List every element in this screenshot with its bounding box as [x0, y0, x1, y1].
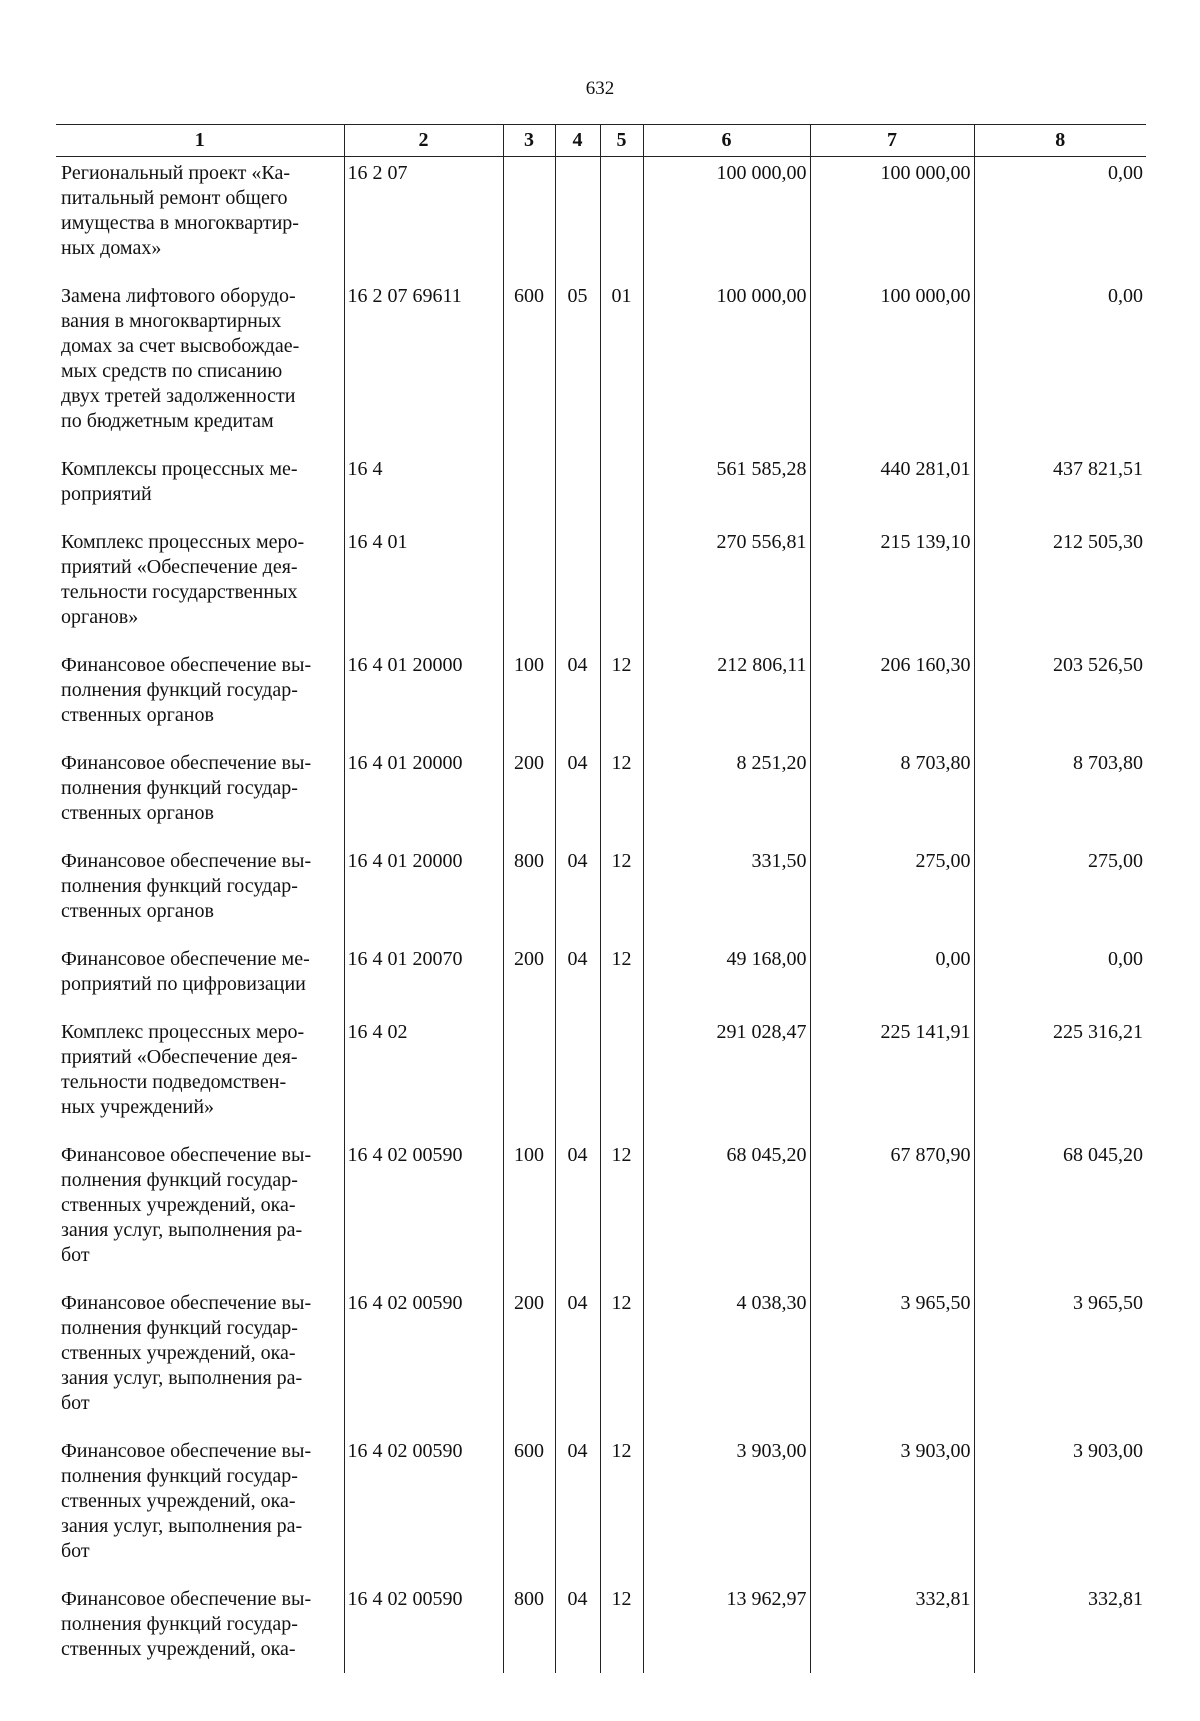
- row-subsection: [600, 526, 643, 649]
- row-subsection: 12: [600, 845, 643, 943]
- row-name-line: органов»: [61, 606, 139, 628]
- row-section: [555, 526, 600, 649]
- table-row: [56, 1139, 1146, 1287]
- row-name: [56, 157, 344, 281]
- row-name-line: полнения функций государ-: [61, 777, 298, 799]
- header-col-3: 3: [503, 125, 555, 157]
- row-name: [56, 649, 344, 747]
- row-value-col8: 437 821,51: [974, 453, 1146, 526]
- row-name-line: полнения функций государ-: [61, 875, 298, 897]
- table-row: [56, 649, 1146, 747]
- row-code: 16 4 02 00590: [344, 1139, 503, 1287]
- row-name: [56, 280, 344, 453]
- row-name-line: Региональный проект «Ка-: [61, 162, 290, 184]
- row-name-line: роприятий по цифровизации: [61, 973, 306, 995]
- header-col-8: 8: [974, 125, 1146, 157]
- row-expense-type: [503, 526, 555, 649]
- row-value-col7: 3 965,50: [810, 1287, 974, 1435]
- header-row: [56, 125, 1146, 157]
- row-value-col6: 100 000,00: [643, 157, 810, 281]
- header-col-1: 1: [56, 125, 344, 157]
- row-name-line: приятий «Обеспечение дея-: [61, 556, 298, 578]
- row-expense-type: 200: [503, 747, 555, 845]
- row-name-line: Финансовое обеспечение ме-: [61, 948, 310, 970]
- row-code: 16 4 02 00590: [344, 1287, 503, 1435]
- row-name: [56, 1583, 344, 1673]
- row-name-line: тельности государственных: [61, 581, 298, 603]
- row-value-col7: 67 870,90: [810, 1139, 974, 1287]
- page-number: 632: [585, 78, 615, 99]
- row-name-line: Финансовое обеспечение вы-: [61, 752, 312, 774]
- table-row: [56, 280, 1146, 453]
- row-name-line: двух третей задолженности: [61, 385, 296, 407]
- row-value-col8: 225 316,21: [974, 1016, 1146, 1139]
- row-value-col6: 4 038,30: [643, 1287, 810, 1435]
- row-value-col8: 3 965,50: [974, 1287, 1146, 1435]
- row-name-line: питальный ремонт общего: [61, 187, 288, 209]
- table-row: [56, 1583, 1146, 1673]
- row-name: [56, 526, 344, 649]
- row-name-line: бот: [61, 1540, 90, 1562]
- row-value-col7: 100 000,00: [810, 157, 974, 281]
- row-value-col8: 332,81: [974, 1583, 1146, 1673]
- row-value-col8: 68 045,20: [974, 1139, 1146, 1287]
- row-subsection: [600, 1016, 643, 1139]
- row-subsection: [600, 453, 643, 526]
- row-value-col6: 3 903,00: [643, 1435, 810, 1583]
- row-expense-type: 600: [503, 280, 555, 453]
- row-expense-type: [503, 453, 555, 526]
- row-subsection: 12: [600, 1435, 643, 1583]
- row-expense-type: 100: [503, 1139, 555, 1287]
- row-name-line: полнения функций государ-: [61, 1317, 298, 1339]
- row-value-col6: 291 028,47: [643, 1016, 810, 1139]
- row-value-col8: 203 526,50: [974, 649, 1146, 747]
- row-value-col6: 49 168,00: [643, 943, 810, 1016]
- row-section: 04: [555, 1583, 600, 1673]
- row-section: [555, 1016, 600, 1139]
- row-name-line: тельности подведомствен-: [61, 1071, 287, 1093]
- row-name-line: мых средств по списанию: [61, 360, 283, 382]
- row-name-line: Замена лифтового оборудо-: [61, 285, 296, 307]
- row-subsection: 12: [600, 1583, 643, 1673]
- row-value-col6: 100 000,00: [643, 280, 810, 453]
- row-subsection: 12: [600, 943, 643, 1016]
- table-row: [56, 157, 1146, 281]
- row-expense-type: 200: [503, 943, 555, 1016]
- row-section: 04: [555, 649, 600, 747]
- row-code: 16 4 02 00590: [344, 1583, 503, 1673]
- row-name-line: Финансовое обеспечение вы-: [61, 1144, 312, 1166]
- row-value-col7: 332,81: [810, 1583, 974, 1673]
- row-name-line: ственных органов: [61, 802, 214, 824]
- row-name-line: ственных учреждений, ока-: [61, 1490, 296, 1512]
- row-value-col7: 215 139,10: [810, 526, 974, 649]
- row-value-col7: 225 141,91: [810, 1016, 974, 1139]
- row-section: [555, 157, 600, 281]
- row-expense-type: 800: [503, 845, 555, 943]
- row-expense-type: 200: [503, 1287, 555, 1435]
- header-col-7: 7: [810, 125, 974, 157]
- row-value-col7: 275,00: [810, 845, 974, 943]
- row-name-line: Финансовое обеспечение вы-: [61, 654, 312, 676]
- row-section: 04: [555, 845, 600, 943]
- header-col-5: 5: [600, 125, 643, 157]
- row-name-line: бот: [61, 1244, 90, 1266]
- row-name: [56, 747, 344, 845]
- row-subsection: 12: [600, 747, 643, 845]
- row-name-line: ных домах»: [61, 237, 162, 259]
- header-col-4: 4: [555, 125, 600, 157]
- row-value-col7: 8 703,80: [810, 747, 974, 845]
- row-name-line: ственных учреждений, ока-: [61, 1194, 296, 1216]
- row-name: [56, 453, 344, 526]
- row-code: 16 2 07 69611: [344, 280, 503, 453]
- row-code: 16 4 01 20000: [344, 747, 503, 845]
- header-col-6: 6: [643, 125, 810, 157]
- row-name-line: бот: [61, 1392, 90, 1414]
- row-section: 04: [555, 747, 600, 845]
- row-value-col8: 275,00: [974, 845, 1146, 943]
- row-expense-type: 800: [503, 1583, 555, 1673]
- row-name-line: Финансовое обеспечение вы-: [61, 1440, 312, 1462]
- row-value-col8: 212 505,30: [974, 526, 1146, 649]
- row-expense-type: [503, 1016, 555, 1139]
- row-code: 16 2 07: [344, 157, 503, 281]
- row-name-line: ственных учреждений, ока-: [61, 1638, 296, 1660]
- row-name-line: Финансовое обеспечение вы-: [61, 850, 312, 872]
- row-code: 16 4: [344, 453, 503, 526]
- row-name-line: Комплекс процессных меро-: [61, 1021, 305, 1043]
- row-code: 16 4 01 20000: [344, 649, 503, 747]
- row-code: 16 4 01: [344, 526, 503, 649]
- row-value-col6: 331,50: [643, 845, 810, 943]
- row-code: 16 4 01 20000: [344, 845, 503, 943]
- row-name: [56, 845, 344, 943]
- row-subsection: [600, 157, 643, 281]
- row-name-line: роприятий: [61, 483, 152, 505]
- row-name-line: Комплекс процессных меро-: [61, 531, 305, 553]
- row-section: [555, 453, 600, 526]
- header-col-2: 2: [344, 125, 503, 157]
- table-row: [56, 453, 1146, 526]
- row-value-col6: 13 962,97: [643, 1583, 810, 1673]
- row-name-line: ственных учреждений, ока-: [61, 1342, 296, 1364]
- row-value-col7: 3 903,00: [810, 1435, 974, 1583]
- row-value-col6: 212 806,11: [643, 649, 810, 747]
- table-row: [56, 943, 1146, 1016]
- row-subsection: 01: [600, 280, 643, 453]
- row-name-line: зания услуг, выполнения ра-: [61, 1219, 303, 1241]
- row-name-line: домах за счет высвобождае-: [61, 335, 300, 357]
- row-expense-type: [503, 157, 555, 281]
- row-name-line: по бюджетным кредитам: [61, 410, 274, 432]
- row-section: 04: [555, 943, 600, 1016]
- row-value-col7: 0,00: [810, 943, 974, 1016]
- row-name-line: полнения функций государ-: [61, 1169, 298, 1191]
- row-name-line: Финансовое обеспечение вы-: [61, 1588, 312, 1610]
- row-name-line: Комплексы процессных ме-: [61, 458, 298, 480]
- row-section: 04: [555, 1139, 600, 1287]
- row-name: [56, 943, 344, 1016]
- table-row: [56, 747, 1146, 845]
- row-value-col6: 8 251,20: [643, 747, 810, 845]
- row-expense-type: 600: [503, 1435, 555, 1583]
- row-name: [56, 1016, 344, 1139]
- row-value-col6: 68 045,20: [643, 1139, 810, 1287]
- row-name-line: зания услуг, выполнения ра-: [61, 1515, 303, 1537]
- row-name-line: полнения функций государ-: [61, 1465, 298, 1487]
- table-row: [56, 1287, 1146, 1435]
- row-name: [56, 1287, 344, 1435]
- row-value-col6: 561 585,28: [643, 453, 810, 526]
- table-body: [56, 157, 1146, 1674]
- row-value-col8: 0,00: [974, 157, 1146, 281]
- row-section: 04: [555, 1435, 600, 1583]
- table-row: [56, 1016, 1146, 1139]
- row-name-line: ственных органов: [61, 900, 214, 922]
- row-value-col7: 206 160,30: [810, 649, 974, 747]
- row-section: 05: [555, 280, 600, 453]
- row-name-line: приятий «Обеспечение дея-: [61, 1046, 298, 1068]
- table-row: [56, 1435, 1146, 1583]
- budget-table: [56, 124, 1146, 1673]
- row-name-line: имущества в многоквартир-: [61, 212, 299, 234]
- row-name-line: Финансовое обеспечение вы-: [61, 1292, 312, 1314]
- row-name-line: зания услуг, выполнения ра-: [61, 1367, 303, 1389]
- row-value-col8: 3 903,00: [974, 1435, 1146, 1583]
- row-value-col6: 270 556,81: [643, 526, 810, 649]
- row-value-col8: 0,00: [974, 943, 1146, 1016]
- row-subsection: 12: [600, 1139, 643, 1287]
- row-code: 16 4 02 00590: [344, 1435, 503, 1583]
- row-section: 04: [555, 1287, 600, 1435]
- row-name-line: полнения функций государ-: [61, 679, 298, 701]
- row-name: [56, 1139, 344, 1287]
- table-row: [56, 526, 1146, 649]
- row-subsection: 12: [600, 649, 643, 747]
- row-expense-type: 100: [503, 649, 555, 747]
- row-subsection: 12: [600, 1287, 643, 1435]
- row-name-line: полнения функций государ-: [61, 1613, 298, 1635]
- row-value-col8: 8 703,80: [974, 747, 1146, 845]
- row-value-col7: 100 000,00: [810, 280, 974, 453]
- row-value-col7: 440 281,01: [810, 453, 974, 526]
- row-name-line: ных учреждений»: [61, 1096, 215, 1118]
- row-name-line: вания в многоквартирных: [61, 310, 282, 332]
- row-code: 16 4 01 20070: [344, 943, 503, 1016]
- row-name: [56, 1435, 344, 1583]
- row-code: 16 4 02: [344, 1016, 503, 1139]
- table-row: [56, 845, 1146, 943]
- row-value-col8: 0,00: [974, 280, 1146, 453]
- row-name-line: ственных органов: [61, 704, 214, 726]
